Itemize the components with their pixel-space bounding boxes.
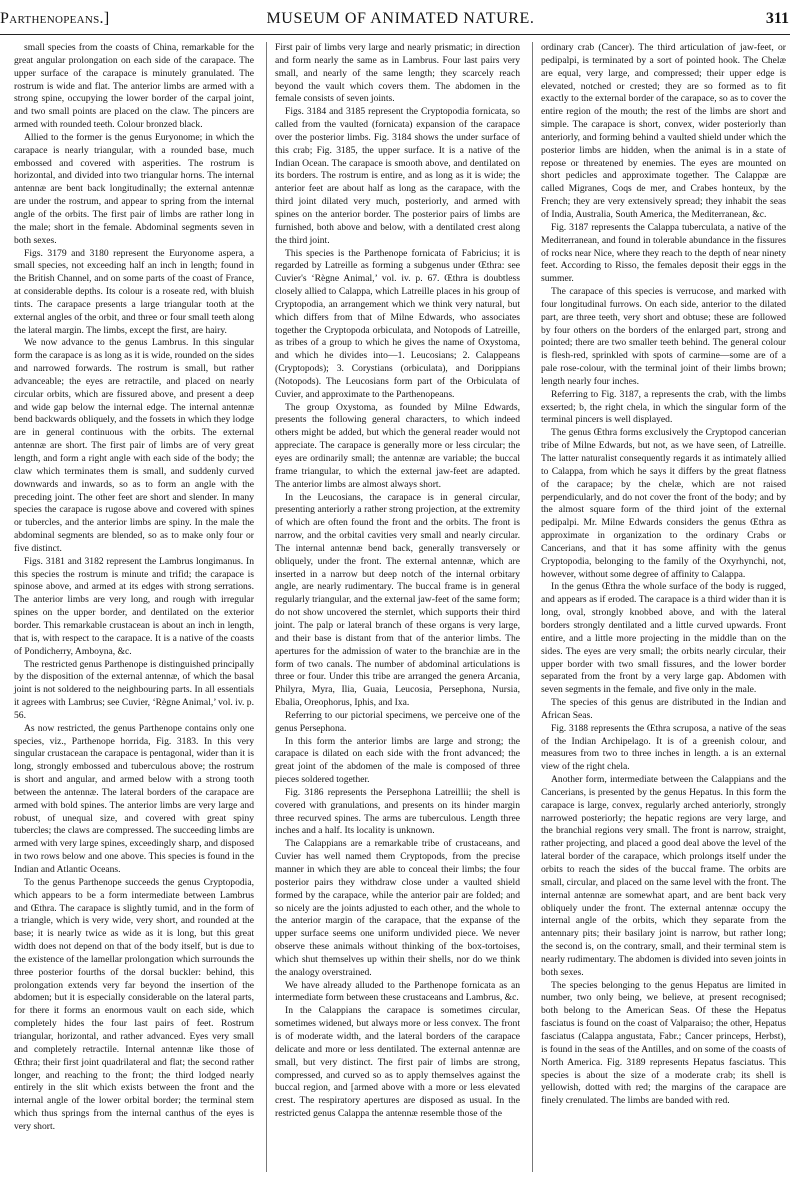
paragraph: In the Leucosians, the carapace is in general circular, presenting anteriorly a rather strong projection, at the extremity of which are often found the front and the orbits. The front is narrow, and the orbital cavities very small and nearly circular. The internal antennæ bend back, generally transversely or obliquely, under the front. The external antennæ, which are inserted in a narrow but deep notch of the internal orbitary angle, are nearly rudimentary. The buccal frame is in general regularly triangular, and the external jaw-feet of the same form; do not show uncovered the sternlet, which supports their third joint. The palp or lateral branch of these organs is very large, and their base is distant from that of the anterior limbs. The apertures for the admission of water to the branchiæ are in the form of two canals. The number of abdominal articulations is three or four. Under this tribe are arranged the genera Arcania, Philyra, Myra, Ilia, Guaia, Leucosia, Persephona, Nursia, Ebalia, Oreophorus, Iphis, and Ixa. [275, 491, 520, 709]
paragraph: The carapace of this species is verrucose, and marked with four longitudinal furrows. On each side, anterior to the dilated part, are three teeth, very short and obtuse; these are followed by four others on the borders of the enlarged part, strong and pointed; there are two smaller teeth behind. The general colour is flesh-red, sprinkled with spots of carmine—some are of a pale rose-colour, with the terminal joint of their limbs brown; length nearly four inches. [541, 286, 786, 387]
text-columns [0, 42, 790, 1172]
paragraph: In this form the anterior limbs are large and strong; the carapace is dilated on each side with the front advanced; the great joint of the abdomen of the male is composed of three pieces soldered together. [275, 735, 520, 786]
paragraph: This species is the Parthenope fornicata of Fabricius; it is regarded by Latreille as forming a subgenus under Œthra: see Cuvier's ‘Règne Animal,’ vol. iv. p. 67. Œthra is doubtless closely allied to Calappa, which Latreille places in his group of Cryptopodia, an arrangement which we think very natural, but which differs from that of Milne Edwards, who associates together the Cryptopoda orbiculata, and Notopods of Latreille, as tribes of a group to which he gives the name of Oxystoma, and which he divides into—1. Leucosians; 2. Calappeans (Cryptopods); 3. Corystians (orbiculata), and Dorippians (Notopods). The Leucosians form part of the Orbiculata of Cuvier, and approximate to the Parthenopeans. [275, 247, 520, 400]
paragraph: small species from the coasts of China, remarkable for the great angular prolongation on each side of the carapace. The upper surface of the carapace is minutely granulated. The rostrum is wide and flat. The anterior limbs are armed with a strong spine, occupying the lower border of the carpal joint, and two small points are placed on the claw. The pincers are armed with rounded teeth. Colour bronzed black. [14, 42, 254, 131]
paragraph: Referring to our pictorial specimens, we perceive one of the genus Persephona. [275, 709, 520, 734]
paragraph: Fig. 3187 represents the Calappa tuberculata, a native of the Mediterranean, and found in tolerable abundance in the fissures of rocks near Nice, where they reach to the depth of near ninety feet. According to Risso, the females deposit their eggs in the summer. [541, 221, 786, 285]
book-title: MUSEUM OF ANIMATED NATURE. [266, 10, 535, 27]
column-right [532, 42, 790, 1172]
paragraph: We now advance to the genus Lambrus. In this singular form the carapace is as long as it is wide, rounded on the sides and narrowed forwards. The rostrum is small, but rather advanceable; the eyes are retractile, and placed on nearly circular orbits, which are fissured above, and present a deep and wide gap below the internal edge. The internal antennæ bend backwards obliquely, and the fossets in which they lodge are in general continuous with the orbits. The external antennæ are short. The first pair of limbs are of very great length, and form a right angle with each side of the body; the claw which terminates them is small, and suddenly curved downwards and inwards, so as to form an angle with the preceding joint. The other feet are short and slender. In many species the carapace is rugose above and covered with spines or tubercles, and the anterior limbs are spiny. In the male the abdominal segments are blended, so as to make only four or five distinct. [14, 337, 254, 554]
paragraph: In the genus Œthra the whole surface of the body is rugged, and appears as if eroded. The carapace is a third wider than it is long, oval, strongly knobbed above, and with the lateral borders strongly dentilated and a little curved upwards. Front entire, and a little more projecting in the middle than on the sides. The eyes are very small; the orbits nearly circular, their upper border with two small fissures, and the lower border separated from the front by a very large gap. Abdomen with seven segments in the female, and five only in the male. [541, 581, 786, 696]
paragraph: As now restricted, the genus Parthenope contains only one species, viz., Parthenope horrida, Fig. 3183. In this very singular crustacean the carapace is pentagonal, wider than it is long, strongly embossed and tuberculous above; the rostrum is short and angular, and armed below with a strong tooth between the antennæ. The lateral borders of the carapace are armed with bold spines. The anterior limbs are very large and robust, of unequal size, and covered with great spiny tubercles; the claws are compressed. The succeeding limbs are armed with very large spines, exceedingly sharp, and disposed in two rows below and one above. This species is found in the Indian and Atlantic Oceans. [14, 722, 254, 875]
paragraph: Figs. 3181 and 3182 represent the Lambrus longimanus. In this species the rostrum is minute and trifid; the carapace is spinose above, and armed at its edges with strong serrations. The anterior limbs are very long, and rough with irregular spines on the upper border, and dentilated on the exterior border. This remarkable crustacean is about an inch in length, that is, with respect to the carapace. It is a native of the coasts of Pondicherry, Amboyna, &c. [14, 555, 254, 657]
running-header [0, 10, 801, 36]
paragraph: To the genus Parthenope succeeds the genus Cryptopodia, which appears to be a form intermediate between Lambrus and Œthra. The carapace is slightly tumid, and in the form of a triangle, which is very wide, very short, and rounded at the base; it is nearly twice as wide as it is long, but this great width does not depend on that of the body itself, but is due to the existence of the lamellar prolongation which surrounds the three posterior fourths of the dorsal buckler: behind, this prolongation extends very far beyond the insertion of the abdomen; but it is especially considerable on the lateral parts, for there it forms an enormous vault on each side, which completely hides the four last pairs of feet. Rostrum triangular, horizontal, and rather advanced. Eyes very small and completely retractile. Internal antennæ like those of Œthra; their first joint quadrilateral and flat; the second rather longer, and reaching to the front; the third lodged nearly entirely in the slit which exists between the front and the internal angle of the lower orbital border; the terminal stem which thus springs from the internal canthus of the eyes is very short. [14, 876, 254, 1132]
column-middle [266, 42, 524, 1172]
paragraph: Figs. 3179 and 3180 represent the Euryonome aspera, a small species, not exceeding half an inch in length; found in the British Channel, and on some parts of the coast of France, at considerable depths. Its colour is a roseate red, with bluish tints. The carapace presents a large triangular tooth at the external angles of the orbit, and three or four small teeth along the lateral margin. The limbs, except the first, are hairy. [14, 247, 254, 336]
paragraph: The species of this genus are distributed in the Indian and African Seas. [541, 697, 786, 721]
section-title: Parthenopeans.] [0, 10, 110, 27]
paragraph: In the Calappians the carapace is sometimes circular, sometimes widened, but always more or less convex. The front is of moderate width, and the lateral borders of the carapace delicate and more or less dentilated. The external antennæ are small, but very distinct. The first pair of limbs are strong, compressed, and curved so as to apply themselves against the buccal region, and [armed above with a more or less elevated crest. The respiratory apertures are disposed as usual. In the restricted genus Calappa the antennæ resemble those of the [275, 1005, 520, 1120]
paragraph: ordinary crab (Cancer). The third articulation of jaw-feet, or pedipalpi, is terminated by a sort of pointed hook. The Chelæ are equal, very large, and compressed; their upper edge is elevated, notched or crested; they are so formed as to fit exactly to the external border of the carapace, so as to cover the entire region of the mouth; the rest of the limbs are short and simple. The carapace is short, convex, wider posteriorly than anteriorly, and forming behind a vaulted shield under which the posterior limbs are hidden, when the animal is in a state of repose or threatened by enemies. The eyes are mounted on short pedicles and approximate together. The Calappæ are called Migranes, Coqs de mer, and Crabes honteux, by the French; they are very extensively spread; they inhabit the seas of India, Australia, South America, the Mediterranean, &c. [541, 42, 786, 220]
paragraph: The Calappians are a remarkable tribe of crustaceans, and Cuvier has well named them Cryptopods, from the precise manner in which they are able to conceal their limbs; the four posterior pairs they withdraw close under a vaulted shield formed by the carapace, while the anterior pair are folded; and so nicely are the joints adjusted to each other, and the whole to the anterior margin of the carapace, that the expanse of the upper surface seems one uniform undivided piece. We never observe these animals without thinking of the box-tortoises, which shut themselves up within their shells, nor do we think the analogy overstrained. [275, 838, 520, 978]
paragraph: The genus Œthra forms exclusively the Cryptopod cancerian tribe of Milne Edwards, but not, as we have seen, of Latreille. The latter naturalist consequently regards it as intimately allied to Calappa, from which he says it differs by the great flatness of the carapace; by the chelæ, which are not raised perpendicularly, and do not cover the front of the body; and by the almost square form of the third joint of the external pedipalpi. Mr. Milne Edwards considers the genus Œthra as approximate in organization to the ordinary Crabs or Cancerians, and that it has some affinity with the genus Cryptopodia, belonging to the family of the Oxyrhynchi, not, however, without some degree of affinity to Calappa. [541, 427, 786, 580]
page-number: 311 [765, 10, 789, 27]
paragraph: Another form, intermediate between the Calappians and the Cancerians, is presented by the genus Hepatus. In this form the carapace is large, convex, regularly arched anteriorly, strongly narrowed posteriorly; the hepatic regions are very large, and the branchial regions very small. The front is narrow, straight, rather projecting, and placed a good deal above the level of the lateral border of the carapace, which prolongs itself under the orbits to reach the sides of the buccal frame. The orbits are small, circular, and placed on the same level with the front. The internal antennæ are somewhat apart, and are bent back very obliquely under the front. The external antennæ occupy the internal angle of the orbits, which they separate from the antennary pits; their basilary joint is narrow, but rather long; the second is, on the contrary, small, and their terminal stem is nearly rudimentary. The abdomen is divided into seven joints in both sexes. [541, 774, 786, 978]
column-left [0, 42, 258, 1172]
paragraph: We have already alluded to the Parthenope fornicata as an intermediate form between these crustaceans and Lambrus, &c. [275, 979, 520, 1004]
paragraph: First pair of limbs very large and nearly prismatic; in direction and form nearly the same as in Lambrus. Four last pairs very small, and nearly of the same length; they scarcely reach beyond the vault which covers them. The abdomen in the female consists of seven joints. [275, 42, 520, 105]
header-rule [0, 34, 790, 35]
paragraph: The group Oxystoma, as founded by Milne Edwards, presents the following general characters, to which indeed others might be added, but which the general reader would not appreciate. The carapace is generally more or less circular; the eyes are ordinarily small; the antennæ are variable; the buccal frame triangular, to which the external jaw-feet are adapted. The anterior limbs are almost always short. [275, 401, 520, 490]
paragraph: Allied to the former is the genus Euryonome; in which the carapace is nearly triangular, with a rounded base, much embossed and covered with asperities. The rostrum is horizontal, and divided into two triangular horns. The internal antennæ are bent back longitudinally; the external antennæ are under the rostrum, and appear to spring from the internal angle of the orbits. The first pair of limbs are rather long in the male; short in the female. Abdominal segments seven in both sexes. [14, 131, 254, 246]
paragraph: The restricted genus Parthenope is distinguished principally by the disposition of the external antennæ, of which the basal joint is not soldered to the neighbouring parts. In all essentials it agrees with Lambrus; see Cuvier, ‘Règne Animal,’ vol. iv. p. 56. [14, 658, 254, 721]
paragraph: Fig. 3188 represents the Œthra scruposa, a native of the seas of the Indian Archipelago. It is of a greenish colour, and measures from two to three inches in length. a is an external view of the right chela. [541, 722, 786, 773]
paragraph: Fig. 3186 represents the Persephona Latreillii; the shell is covered with granulations, and presents on its hinder margin three recurved spines. The arms are tuberculous. Length three inches and a half. Its locality is unknown. [275, 786, 520, 837]
paragraph: Referring to Fig. 3187, a represents the crab, with the limbs exserted; b, the right chela, in which the singular form of the terminal pincers is well displayed. [541, 388, 786, 426]
paragraph: The species belonging to the genus Hepatus are limited in number, two only being, we believe, at present recognised; both belong to the American Seas. Of these the Hepatus fasciatus is found on the coast of Valparaiso; the other, Hepatus fasciatus (Calappa angustata, Fabr.; Cancer princeps, Herbst), is found in the seas of the Antilles, and on some of the coasts of North America. Fig. 3189 represents Hepatus fasciatus. This species is about the size of a moderate crab; its shell is yellowish, dotted with red; the margins of the carapace are finely crenulated. The limbs are banded with red. [541, 979, 786, 1107]
paragraph: Figs. 3184 and 3185 represent the Cryptopodia fornicata, so called from the vaulted (fornicata) expansion of the carapace over the posterior limbs. Fig. 3184 shows the under surface of this crab; Fig. 3185, the upper surface. It is a native of the Indian Ocean. The carapace is smooth above, and dentilated on its borders. The rostrum is entire, and as long as it is wide; the anterior feet are about half as long as the carapace, with the third joint dilated very much, posteriorly, and armed with spines on the anterior border. The posterior pairs of limbs are furnished, both above and below, with a dentilated crest along the third joint. [275, 106, 520, 246]
